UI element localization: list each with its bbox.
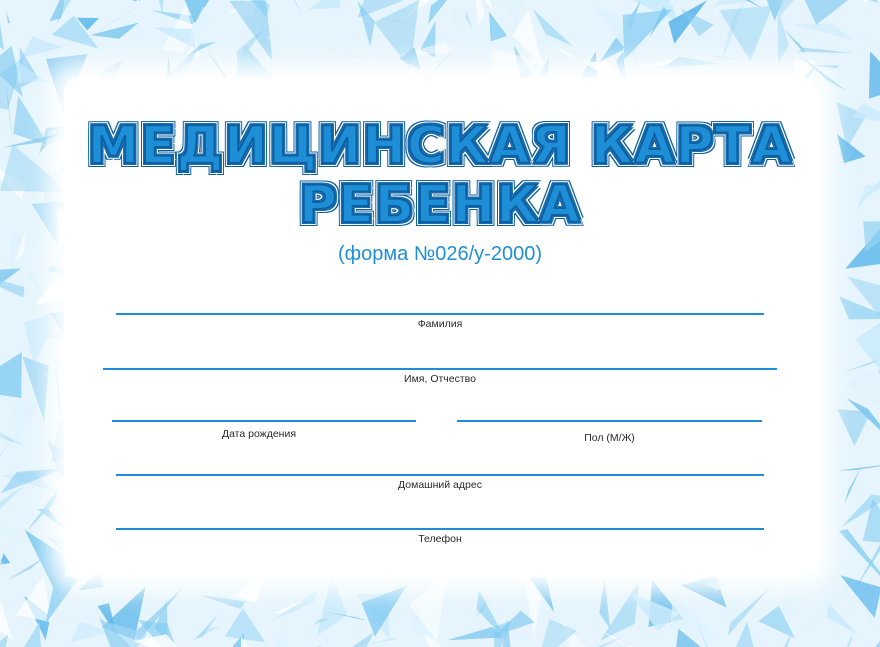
home-address-label: Домашний адрес — [398, 479, 482, 491]
surname-field-line[interactable] — [116, 313, 764, 315]
gender-field-line[interactable] — [457, 420, 762, 422]
phone-field-line[interactable] — [116, 528, 764, 530]
page-title-line-2: РЕБЕНКА — [298, 175, 582, 235]
phone-label: Телефон — [418, 533, 462, 545]
name-patronymic-label: Имя, Отчество — [404, 373, 476, 385]
birth-date-label: Дата рождения — [221, 428, 297, 440]
home-address-field-line[interactable] — [116, 474, 764, 476]
form-number-subtitle: (форма №026/у-2000) — [338, 243, 542, 265]
name-patronymic-field-line[interactable] — [103, 368, 777, 370]
page-title-line-1: МЕДИЦИНСКАЯ КАРТА — [87, 116, 793, 176]
gender-label: Пол (М/Ж) — [584, 432, 635, 444]
surname-label: Фамилия — [417, 318, 463, 330]
birth-date-field-line[interactable] — [112, 420, 416, 422]
